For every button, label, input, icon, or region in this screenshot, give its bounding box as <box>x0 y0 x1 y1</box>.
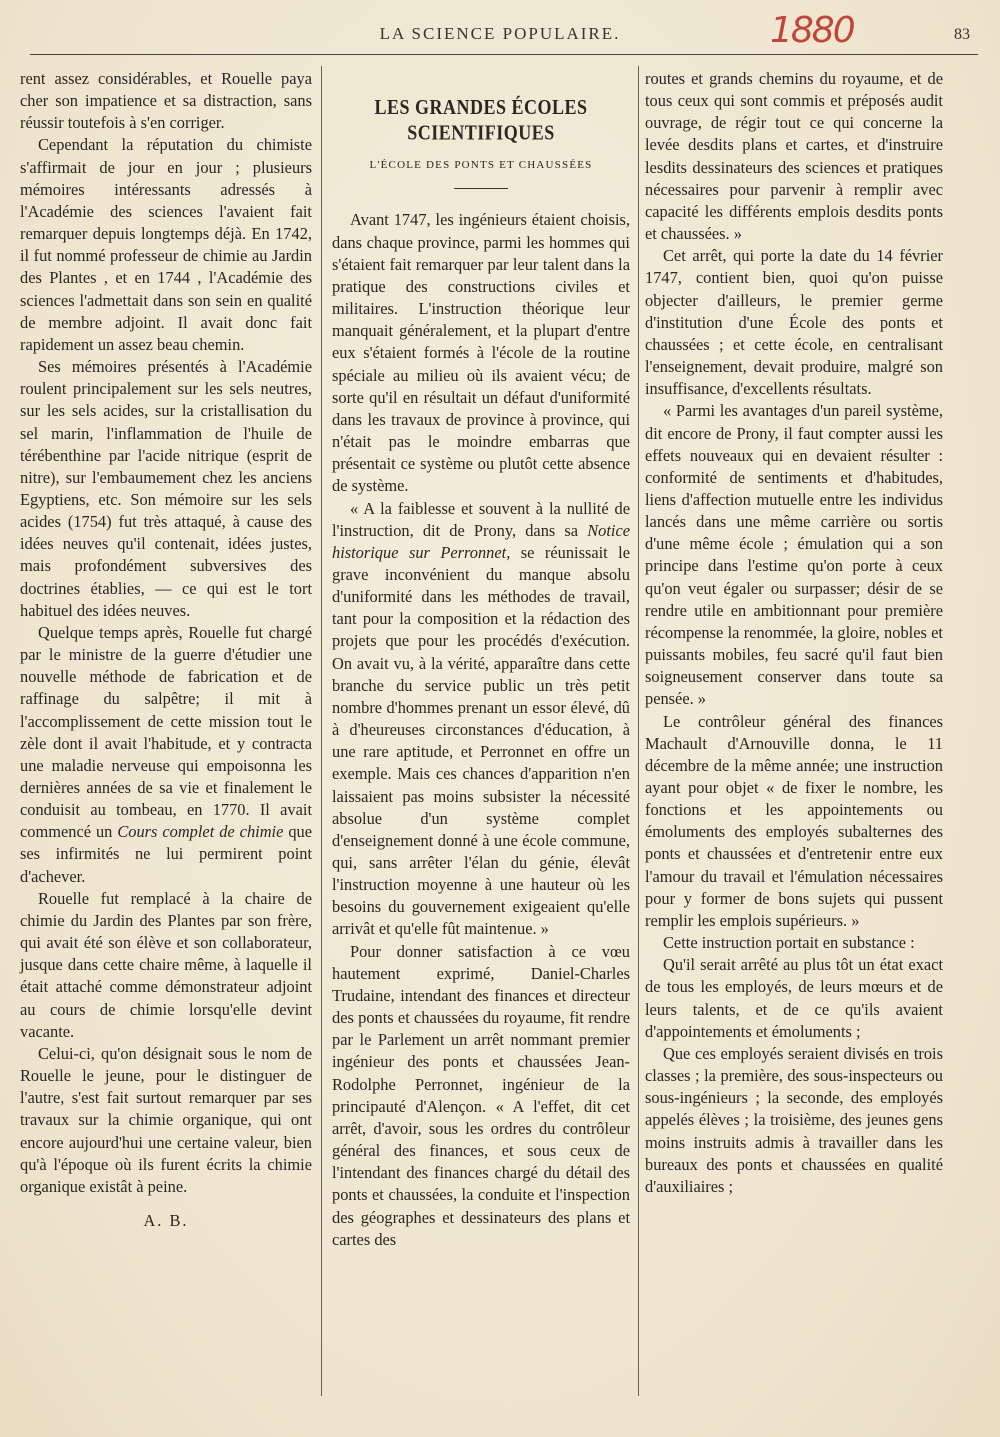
column-divider-right <box>638 66 639 1396</box>
book-title: Notice historique sur Perronnet, <box>332 520 630 562</box>
paragraph: Rouelle fut remplacé à la chaire de chimie du Jardin des Plantes par son frère, qui avait été son élève et son collaborateur, jusque dans cette chaire même, à laquelle il était attaché comme démonstrateur adjoint au cours de chimie lorsqu'elle devint vacante. <box>20 888 312 1041</box>
paragraph: « Parmi les avantages d'un pareil système, dit encore de Prony, il faut compter aussi les effets nouveaux qui en devaient résulter : conformité de sentiments et d'habitudes, liens d'affection mutuelle entre les individus lancés dans une même carrière ou sortis d'une même école ; émulation qui a son principe dans l'estime qu'on porte à ceux qu'on veut égaler ou surpasser; désir de se rendre utile en ambitionnant pour première récompense la renommée, la gloire, nobles et puissants mobiles, feu sacré qu'il faut bien soigneusement conserver dans toute sa pensée. » <box>645 401 943 709</box>
column-right <box>645 68 943 1198</box>
header-rule <box>30 54 978 55</box>
paragraph: Avant 1747, les ingénieurs étaient choisis, dans chaque province, parmi les hommes qui s'étaient fait remarquer par leur talent dans la pratique des constructions civiles et militaires. L'instruction théorique leur manquait généralement, et la plupart d'entre eux s'étaient formés à l'école de la routine spéciale au milieu où ils avaient vécu; de sorte qu'il en résultait un défaut d'uniformité dans les travaux de province à province, qui n'était pas le moindre embarras que présentait ce système ou plutôt cette absence de système. <box>332 210 630 496</box>
running-head: LA SCIENCE POPULAIRE. <box>379 24 621 43</box>
text-run: que ses infirmités ne lui permirent point d'achever. <box>20 822 313 886</box>
paragraph: rent assez considérables, et Rouelle paya cher son impatience et sa distraction, sans réussir toutefois à s'en corriger. <box>20 69 312 133</box>
paragraph: Pour donner satisfaction à ce vœu hautement exprimé, Daniel-Charles Trudaine, intendant des finances et directeur des ponts et chaussées du royaume, fit rendre par le Parlement un arrêt nommant premier ingénieur des ponts et chaussées Jean-Rodolphe Perronnet, ingénieur de la principauté d'Alençon. « A l'effet, dit cet arrêt, d'avoir, sous les ordres du contrôleur général des finances, et sous ceux de l'intendant des finances chargé du détail des ponts et chaussées, la conduite et l'inspection des géographes et dessinateurs des plans et cartes des <box>332 941 630 1249</box>
text-run: se réunissait le grave inconvénient du manque absolu d'uniformité dans les méthodes de travail, tant pour la composition et la rédaction des projets que pour les procédés d'exécution. On avait vu, à la vérité, apparaître dans cette branche du service public un très petit nombre d'hommes prenant un essor élevé, dû à d'heureuses circonstances d'éducation, à une rare aptitude, et Perronnet en offre un exemple. Mais ces chances d'apparition n'en laissaient pas moins subsister la nécessité absolue d'un système complet d'enseignement donné à une école commune, qui, sans arrêter l'élan du génie, élevât l'instruction moyenne à une hauteur où les besoins du gouvernement exigeaient qu'elle arrivât et qu'elle fût maintenue. » <box>332 542 631 939</box>
page-number: 83 <box>954 26 970 43</box>
paragraph: Cette instruction portait en substance : <box>663 933 915 953</box>
paragraph: Cet arrêt, qui porte la date du 14 février 1747, contient bien, quoi qu'on puisse objecter d'ailleurs, le premier germe d'institution d'une École des ponts et chaussées ; et cette école, en centralisant l'enseignement, devait produire, malgré son insuffisance, d'excellents résultats. <box>645 246 943 399</box>
column-middle <box>332 68 630 1251</box>
handwritten-annotation: 1880 <box>770 10 854 51</box>
paragraph: Cependant la réputation du chimiste s'affirmait de jour en jour ; plusieurs mémoires intéressants adressés à l'Académie des sciences l'avaient fait remarquer depuis longtemps déjà. En 1742, il fut nommé professeur de chimie au Jardin des Plantes , et en 1744 , l'Académie des sciences l'admettait dans son sein en qualité de membre adjoint. Il avait donc fait rapidement un assez beau chemin. <box>20 135 312 354</box>
text-run: « A la faiblesse et souvent à la nullité de l'instruction, dit de Prony, dans sa <box>332 498 630 540</box>
paragraph: Qu'il serait arrêté au plus tôt un état exact de tous les employés, de leurs mœurs et de leurs talents, et de ce qu'ils avaient d'appointements et émoluments ; <box>645 955 943 1041</box>
column-left <box>20 68 312 1232</box>
author-signature: A. B. <box>143 1210 189 1230</box>
article-subtitle: L'ÉCOLE DES PONTS ET CHAUSSÉES <box>369 159 593 172</box>
article-title: LES GRANDES ÉCOLES SCIENTIFIQUES <box>374 95 588 145</box>
paragraph <box>20 622 312 888</box>
paragraph: routes et grands chemins du royaume, et de tous ceux qui sont commis et préposés audit ouvrage, de régir tout ce qui concerne la levée desdits plans et cartes, et d'instruire lesdits dessinateurs des sciences et pratiques nécessaires pour parvenir à remplir avec capacité les différents emplois desdits ponts et chaussées. » <box>645 69 943 244</box>
paragraph: Que ces employés seraient divisés en trois classes ; la première, des sous-inspecteurs ou sous-ingénieurs ; la seconde, des employés appelés élèves ; la troisième, des jeunes gens moins instruits admis à travailler dans les bureaux des ponts et chaussées en qualité d'auxiliaires ; <box>645 1043 943 1196</box>
title-separator <box>454 188 508 189</box>
paragraph: Ses mémoires présentés à l'Académie roulent principalement sur les sels neutres, sur les sels acides, sur la cristallisation du sel marin, l'inflammation de l'huile de térébenthine par l'acide nitrique (esprit de nitre), sur l'embaumement chez les anciens Egyptiens, etc. Son mémoire sur les sels acides (1754) fut très attaqué, à cause des idées neuves qu'il contenait, idées justes, mais profondément subversives des doctrines établies, — ce qui est le tort habituel des idées neuves. <box>20 357 312 620</box>
text-run: Quelque temps après, Rouelle fut chargé par le ministre de la guerre d'étudier une nouvelle méthode de fabrication et de raffinage du salpêtre; il mit à l'accomplissement de cette mission tout le zèle dont il avait l'habitude, et y contracta une maladie nerveuse qui empoisonna les dernières années de sa vie et finalement le conduisit au tombeau, en 1770. Il avait commencé un <box>20 622 312 842</box>
column-divider-left <box>321 66 322 1396</box>
paragraph: Le contrôleur général des finances Machault d'Arnouville donna, le 11 décembre de la même année; une instruction ayant pour objet « de fixer le nombre, les fonctions et les appointements ou émoluments des employés subalternes des ponts et chaussées et d'entretenir entre eux l'amour du travail et l'émulation nécessaires pour y former de bons sujets qui pussent remplir les emplois supérieurs. » <box>645 711 943 930</box>
book-title: Cours complet de chimie <box>117 822 284 842</box>
paragraph <box>332 498 630 941</box>
paragraph: Celui-ci, qu'on désignait sous le nom de Rouelle le jeune, pour le distinguer de l'autre, s'est fait surtout remarquer par ses travaux sur la chimie organique, qui ont encore aujourd'hui une certaine valeur, bien qu'à l'époque où ils furent écrits la chimie organique existât à peine. <box>20 1043 312 1196</box>
page-header <box>30 10 970 54</box>
